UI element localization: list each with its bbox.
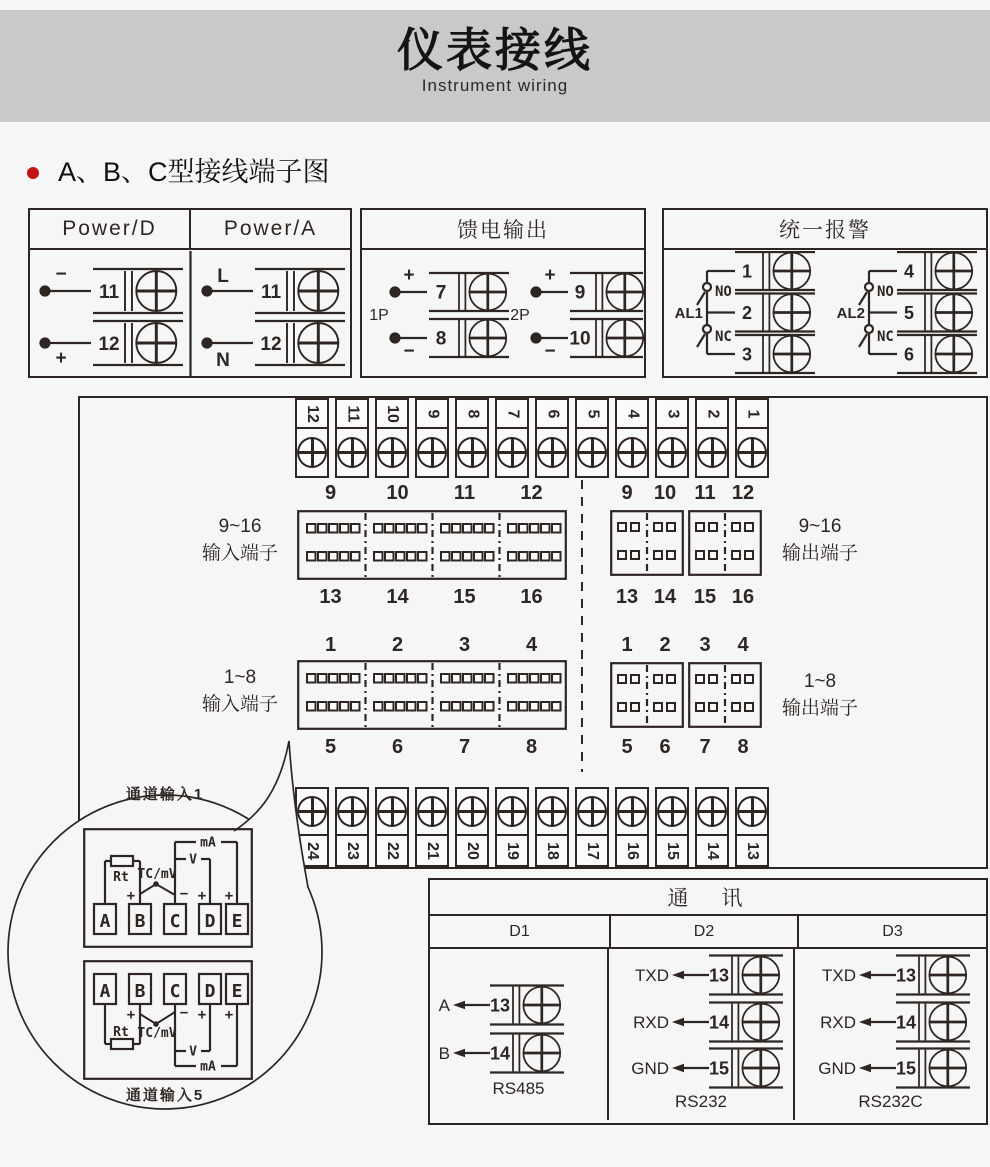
terminal [575,787,609,867]
terminal-number: 8 [435,328,446,349]
terminal-number: 10 [383,404,401,423]
pin-row [441,552,494,561]
screw-terminal-icon [417,437,447,468]
ma-label: mA [200,835,216,851]
comm-row [396,982,568,1028]
pin-row [307,674,360,683]
comm-row [615,1045,787,1091]
pin-row [307,702,360,711]
arrow-left-icon [453,1001,465,1009]
terminal-number: 23 [343,841,361,860]
screw-terminal-icon [417,796,447,827]
terminal-number: 15 [708,1058,730,1079]
contact-label-nc: NC [714,328,732,345]
terminal [695,787,729,867]
range-label: 9~16 [798,516,842,537]
terminal [335,398,369,478]
pin-row [696,551,717,559]
terminal-letter: C [169,911,181,932]
terminal-number: 3 [664,409,681,418]
arrow-left-icon [859,1064,871,1072]
terminal [455,787,489,867]
screw-terminal-icon [697,796,727,827]
comm-cell-d3 [795,949,986,1120]
terminal-number: 12 [259,333,282,355]
pin-row [696,675,717,683]
terminal-number: 13 [895,965,917,986]
screw-terminal-icon [657,437,687,468]
polarity-sign: + [197,888,207,904]
range-label: 1~8 [223,667,257,688]
terminal-number: 15 [895,1058,917,1079]
range-label: 9~16 [218,516,262,537]
terminal-number: 6 [903,344,914,364]
screw-terminal-icon [377,437,407,468]
input-916-label [165,513,315,567]
screw-terminal-icon [763,335,810,372]
arrow-left-icon [672,971,684,979]
polarity-sign: − [54,263,67,285]
polarity-sign: − [179,1005,189,1021]
screw-terminal-icon [596,273,643,310]
terminal-number: 10 [568,328,591,349]
terminal [415,787,449,867]
input-916-bottom-numbers: 13 14 15 16 [319,586,543,608]
arrow-left-icon [859,1018,871,1026]
terminal-number: 16 [623,841,641,860]
terminal [535,398,569,478]
screw-terminal-icon [732,1050,779,1087]
terminal [615,787,649,867]
section-bullet-icon [27,167,39,179]
output-18-top-numbers: 1 2 3 4 [621,634,749,656]
pin-row [307,524,360,533]
screw-terminal-icon [697,437,727,468]
screw-terminal-icon [617,437,647,468]
signal-label: TXD [635,966,669,985]
comm-type-label: RS485 [492,1079,545,1098]
terminal [655,398,689,478]
input-18-bottom-numbers: 5 6 7 8 [324,736,538,758]
terminal [695,398,729,478]
screw-terminal-icon [657,796,687,827]
type-label: 输入端子 [201,694,278,715]
arrow-left-icon [453,1049,465,1057]
terminal [375,398,409,478]
channel5-wiring [83,960,253,1080]
v-label: V [189,1044,197,1060]
terminal-number: 21 [423,841,441,860]
screw-terminal-icon [925,252,972,289]
terminal [495,787,529,867]
screw-terminal-icon [596,319,643,356]
screw-terminal-icon [497,437,527,468]
v-label: V [189,852,197,868]
type-label: 输出端子 [781,698,858,719]
line-sign: L [216,265,229,287]
communication-block [428,878,988,1125]
terminal-letter: D [204,981,216,1002]
pin-row [374,524,427,533]
pin-row [508,524,561,533]
arrow-left-icon [672,1018,684,1026]
polarity-sign: + [126,888,136,904]
terminal-number: 18 [543,841,561,860]
terminal [655,787,689,867]
alarm-wiring-diagram [665,251,986,376]
polarity-sign: + [54,347,67,369]
page-title: 仪表接线 [397,24,593,76]
group-label: 1P [368,306,389,324]
output-916-bottom-numbers: 13 14 15 16 [615,586,755,608]
pin-row [508,552,561,561]
comm-row [396,1030,568,1076]
signal-label: GND [631,1059,669,1078]
screw-terminal-icon [925,294,972,331]
input-output-divider [581,480,583,772]
terminal [735,398,769,478]
terminal-number: 7 [504,409,521,418]
polarity-sign: − [402,340,415,362]
pin-row [654,675,675,683]
top-terminal-strip [295,398,769,478]
terminal-number: 13 [708,965,730,986]
pin-row [374,552,427,561]
input-18-top-numbers: 1 2 3 4 [324,634,538,656]
tc-mv-label: TC/mV [137,1026,177,1041]
terminal [535,787,569,867]
comm-col-d2: D2 [611,916,799,947]
power-a-title: Power/A [223,217,318,240]
terminal [575,398,609,478]
arrow-left-icon [672,1064,684,1072]
contact-label-no: NO [876,283,894,300]
screw-terminal-icon [125,270,176,310]
screw-terminal-icon [459,273,506,310]
output-916-label [735,513,905,567]
terminal [735,787,769,867]
screw-terminal-icon [497,796,527,827]
channel1-wiring [83,828,253,948]
power-linework [40,251,345,376]
terminal-letter: C [169,981,181,1002]
terminal-number: 9 [574,282,585,303]
screw-terminal-icon [513,1035,560,1072]
alarm-group-label: AL2 [836,304,865,322]
comm-cell-d1 [430,949,609,1120]
comm-row [615,952,787,998]
page-header-band [0,10,990,122]
contact-label-nc: NC [876,328,894,345]
pin-row [654,703,675,711]
comm-col-d3: D3 [882,922,903,940]
terminal-letter: E [231,911,243,932]
terminal-number: 11 [260,281,281,303]
pin-row [508,674,561,683]
channel5-label: 通道输入5 [125,1087,205,1104]
pin-row [654,551,675,559]
terminal-number: 4 [903,261,914,281]
input-18-label [165,664,315,718]
terminal-number: 14 [489,1043,511,1064]
polarity-sign: + [126,1007,136,1023]
screw-terminal-icon [537,796,567,827]
group-label: 2P [509,306,530,324]
screw-terminal-icon [919,957,966,994]
terminal [295,398,329,478]
channel1-label: 通道输入1 [125,786,205,803]
screw-terminal-icon [287,270,338,310]
screw-terminal-icon [737,796,767,827]
screw-terminal-icon [577,796,607,827]
screw-terminal-icon [763,252,810,289]
terminal-number: 12 [303,404,321,423]
terminal-number: 14 [703,841,721,860]
terminal-number: 20 [463,841,481,860]
signal-label: B [438,1044,450,1063]
comm-column-headers [430,916,986,949]
signal-label: A [438,996,450,1015]
input-916-top-numbers: 9 10 11 12 [324,482,543,504]
pin-row [618,551,639,559]
rt-label: Rt [113,870,129,885]
polarity-sign: − [543,340,556,362]
pin-row [441,674,494,683]
polarity-sign: + [224,1007,234,1023]
type-label: 输出端子 [781,543,858,564]
screw-terminal-icon [537,437,567,468]
terminal [455,398,489,478]
screw-terminal-icon [737,437,767,468]
pin-row [307,552,360,561]
terminal-number: 12 [97,333,120,355]
screw-terminal-icon [732,957,779,994]
comm-row [615,999,787,1045]
alarm-group-label: AL1 [674,304,703,322]
screw-terminal-icon [337,437,367,468]
screw-terminal-icon [919,1004,966,1041]
terminal-number: 13 [743,841,761,860]
signal-label: TXD [822,966,856,985]
line-sign: N [215,349,230,371]
type-label: 输入端子 [201,543,278,564]
comm-cell-d2 [609,949,795,1120]
screw-terminal-icon [577,437,607,468]
screw-terminal-icon [617,796,647,827]
screw-terminal-icon [732,1004,779,1041]
terminal-number: 17 [583,841,601,860]
terminal-letter: B [134,981,146,1002]
screw-terminal-icon [125,322,176,362]
power-d-title: Power/D [30,210,191,248]
pin-row [696,523,717,531]
alarm-title: 统一报警 [664,210,986,250]
terminal-number: 22 [383,841,401,860]
comm-row [802,952,974,998]
pin-row [618,703,639,711]
signal-label: GND [818,1059,856,1078]
pin-row [696,703,717,711]
terminal-letter: E [231,981,243,1002]
pin-row [618,523,639,531]
output-18-label [735,668,905,722]
polarity-sign: + [543,264,556,286]
screw-terminal-icon [925,335,972,372]
output-18-bottom-numbers: 5 6 7 8 [621,736,749,758]
pin-row [508,702,561,711]
screw-terminal-icon [459,319,506,356]
terminal-number: 4 [624,409,641,418]
terminal-number: 8 [464,409,481,418]
rt-label: Rt [113,1025,129,1040]
power-wiring-diagram [31,251,350,376]
output-916-top-numbers: 9 10 11 12 [621,482,755,504]
terminal-number: 2 [741,302,752,323]
pin-row [374,702,427,711]
terminal [495,398,529,478]
screw-terminal-icon [287,322,338,362]
terminal-number: 14 [895,1012,917,1033]
pin-row [441,524,494,533]
signal-label: RXD [820,1013,856,1032]
comm-type-label: RS232C [858,1092,923,1111]
screw-terminal-icon [919,1050,966,1087]
terminal [415,398,449,478]
contact-label-no: NO [714,283,732,300]
terminal-number: 1 [741,261,752,281]
tc-mv-label: TC/mV [137,867,177,882]
polarity-sign: + [224,888,234,904]
terminal-number: 6 [544,409,561,418]
input-18-connector [297,660,567,730]
terminal-number: 11 [98,281,119,303]
range-label: 1~8 [803,671,837,692]
terminal-letter: D [204,911,216,932]
comm-title: 通 讯 [430,880,986,916]
terminal-number: 15 [663,841,681,860]
terminal-number: 11 [343,405,361,422]
output-916-connector [610,510,684,576]
arrow-left-icon [859,971,871,979]
pin-row [441,702,494,711]
terminal-number: 5 [584,409,601,418]
section-title: A、B、C型接线端子图 [58,157,330,187]
terminal-number: 5 [903,302,914,323]
terminal-letter: B [134,911,146,932]
terminal-number: 13 [489,995,511,1016]
terminal-letter: A [99,981,111,1002]
terminal-number: 3 [741,344,752,364]
terminal-number: 24 [303,841,321,860]
pin-row [374,674,427,683]
comm-col-d1: D1 [430,916,611,947]
screw-terminal-icon [297,437,327,468]
terminal-number: 2 [704,409,721,418]
input-916-connector [297,510,567,580]
polarity-sign: − [179,886,189,902]
comm-row [802,1045,974,1091]
terminal-number: 9 [424,409,441,418]
ma-label: mA [200,1059,216,1075]
signal-label: RXD [633,1013,669,1032]
terminal-number: 1 [744,409,761,418]
terminal [615,398,649,478]
comm-type-label: RS232 [675,1092,727,1111]
pin-row [618,675,639,683]
polarity-sign: + [197,1007,207,1023]
screw-terminal-icon [457,796,487,827]
comm-row [802,999,974,1045]
pin-row [654,523,675,531]
polarity-sign: + [402,264,415,286]
terminal-number: 7 [435,282,446,303]
terminal-number: 19 [503,841,521,860]
page-subtitle: Instrument wiring [421,76,569,95]
terminal-letter: A [99,911,111,932]
screw-terminal-icon [763,294,810,331]
screw-terminal-icon [513,987,560,1024]
screw-terminal-icon [457,437,487,468]
feed-wiring-diagram [363,251,644,376]
output-18-connector [610,662,684,728]
terminal-number: 14 [708,1012,730,1033]
feed-output-title: 馈电输出 [362,210,644,250]
